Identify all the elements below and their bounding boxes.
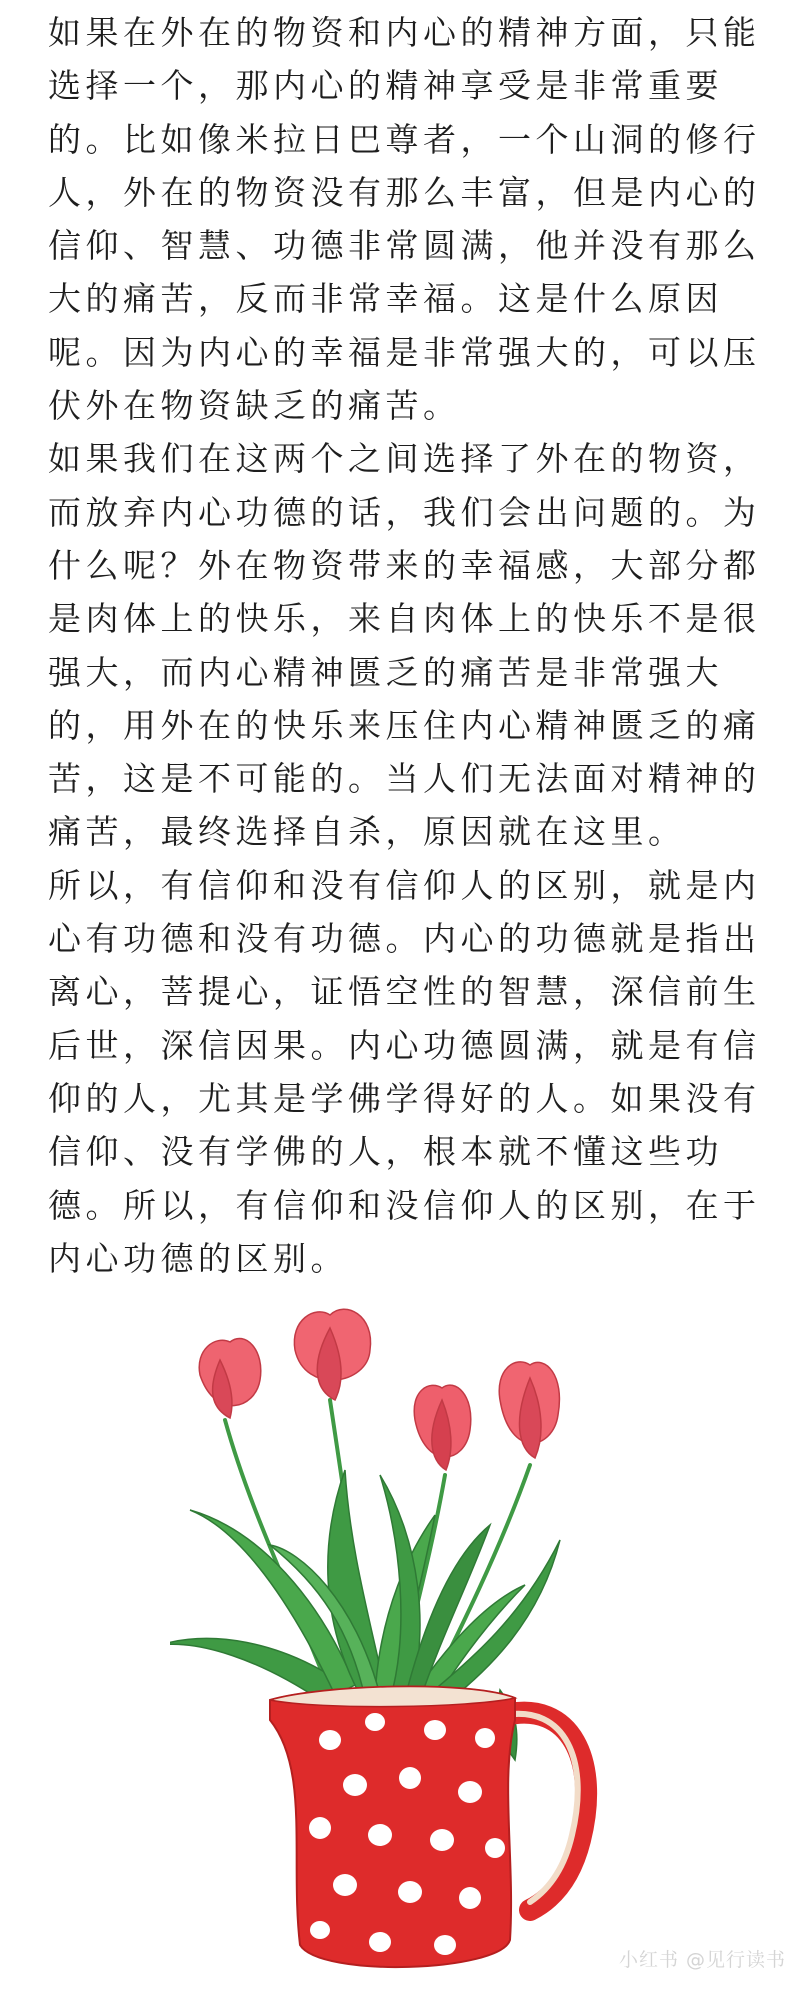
text-line: 信仰、没有学佛的人，根本就不懂这些功 [48, 1132, 723, 1172]
article-text [48, 6, 760, 1285]
text-line: 强大，而内心精神匮乏的痛苦是非常强大 [48, 652, 723, 692]
text-line: 大的痛苦，反而非常幸福。这是什么原因 [48, 279, 723, 319]
text-line: 后世，深信因果。内心功德圆满，就是有信 [48, 1025, 761, 1065]
tulip-bloom [199, 1338, 261, 1418]
text-line: 心有功德和没有功德。内心的功德就是指出 [48, 919, 761, 959]
text-line: 而放弃内心功德的话，我们会出问题的。为 [48, 492, 761, 532]
text-line: 人，外在的物资没有那么丰富，但是内心的 [48, 172, 761, 212]
text-line: 选择一个，那内心的精神享受是非常重要 [48, 66, 723, 106]
text-line: 信仰、智慧、功德非常圆满，他并没有那么 [48, 226, 761, 266]
text-line: 的。比如像米拉日巴尊者，一个山洞的修行 [48, 119, 761, 159]
tulip-bloom [294, 1309, 370, 1400]
text-line: 的，用外在的快乐来压住内心精神匮乏的痛 [48, 705, 761, 745]
text-line: 呢。因为内心的幸福是非常强大的，可以压 [48, 332, 761, 372]
text-line: 伏外在物资缺乏的痛苦。 [48, 386, 461, 426]
text-line: 德。所以，有信仰和没信仰人的区别，在于 [48, 1185, 761, 1225]
tulip-bloom [499, 1362, 559, 1458]
tulip-pitcher-illustration [170, 1300, 630, 1980]
text-line: 仰的人，尤其是学佛学得好的人。如果没有 [48, 1078, 761, 1118]
tulip-blooms [199, 1309, 559, 1470]
watermark: 小红书 @见行读书 [618, 1949, 786, 1971]
text-line: 如果我们在这两个之间选择了外在的物资， [48, 439, 761, 479]
text-line: 痛苦，最终选择自杀，原因就在这里。 [48, 812, 686, 852]
text-line: 苦，这是不可能的。当人们无法面对精神的 [48, 759, 761, 799]
text-line: 是肉体上的快乐，来自肉体上的快乐不是很 [48, 599, 761, 639]
text-line: 离心，菩提心，证悟空性的智慧，深信前生 [48, 972, 761, 1012]
text-line: 所以，有信仰和没有信仰人的区别，就是内 [48, 865, 761, 905]
text-line: 内心功德的区别。 [48, 1238, 348, 1278]
text-line: 什么呢？外在物资带来的幸福感，大部分都 [48, 545, 761, 585]
tulip-bloom [414, 1385, 471, 1470]
pitcher [270, 1686, 586, 1967]
text-line: 如果在外在的物资和内心的精神方面，只能 [48, 13, 761, 52]
